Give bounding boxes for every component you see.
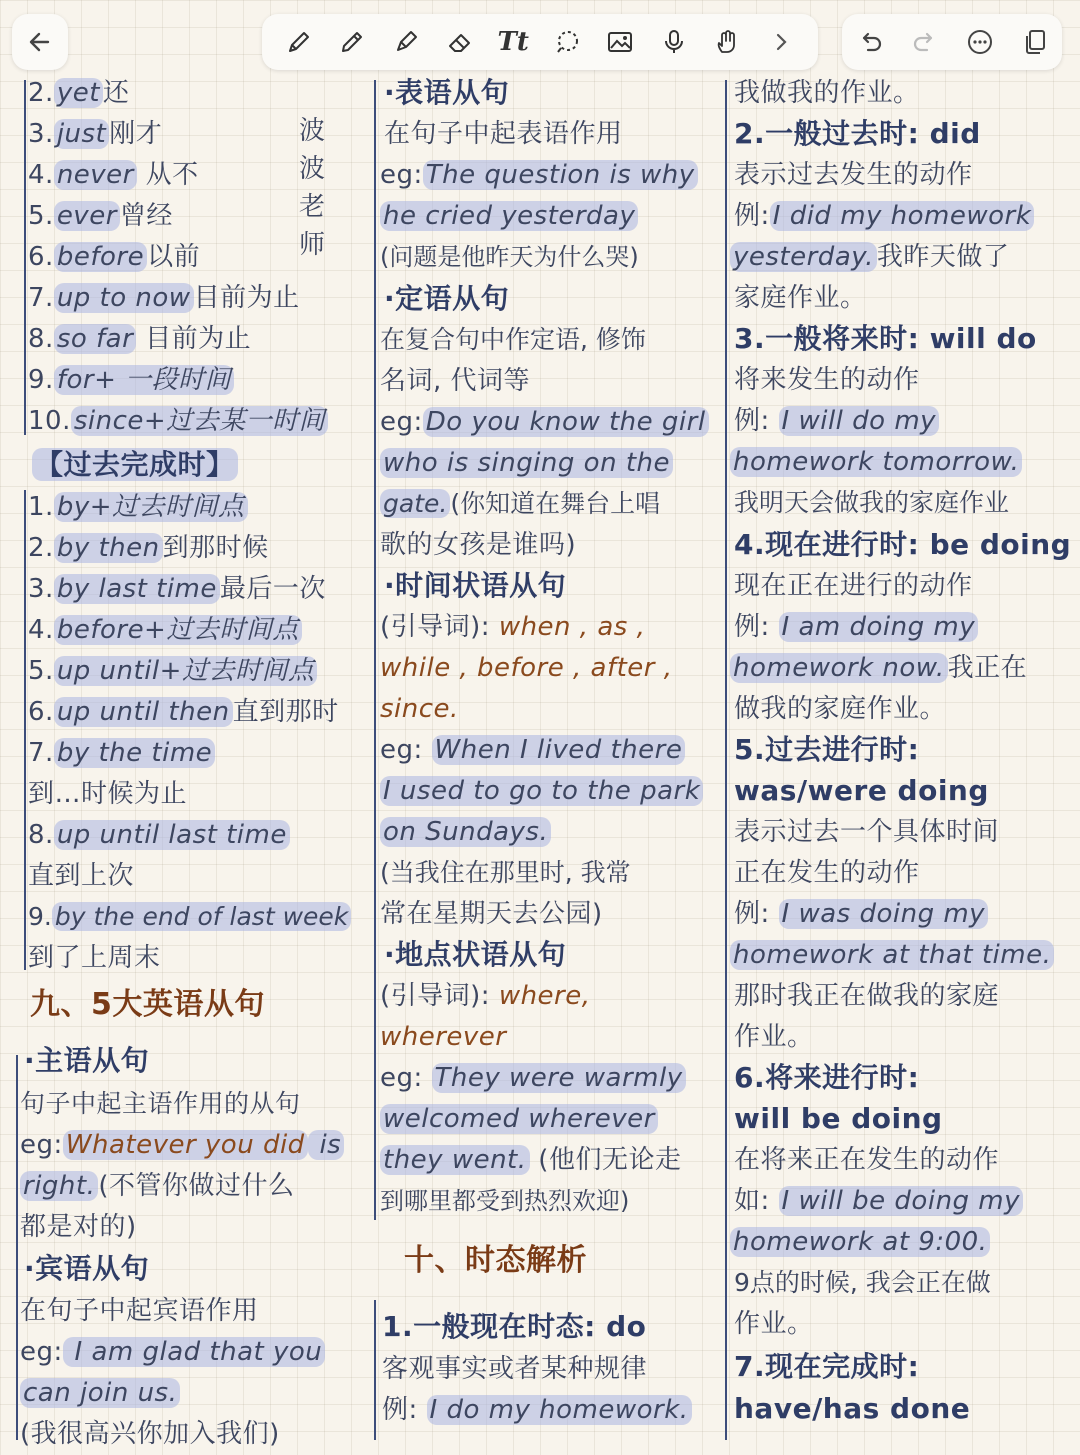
tense-example: 例: I was doing my xyxy=(734,895,988,935)
object-clause-desc: 在句子中起宾语作用 xyxy=(20,1296,259,1326)
tense-example: 例: I did my homework xyxy=(734,197,1034,237)
tense-example: 作业。 xyxy=(734,1022,814,1052)
tense-example: 例: I do my homework. xyxy=(382,1391,692,1431)
time-clause-example: I used to go to the park xyxy=(380,772,703,812)
attributive-clause-desc: 名词, 代词等 xyxy=(380,366,531,396)
arrow-left-icon xyxy=(26,28,54,56)
subject-clause-example: eg: Whatever you did is xyxy=(20,1126,344,1166)
column-divider xyxy=(374,1300,376,1440)
list-item: 2. yet 还 xyxy=(28,78,130,108)
section-title-9: 九、5大英语从句 xyxy=(30,987,265,1022)
object-clause-example: (我很高兴你加入我们) xyxy=(20,1419,280,1449)
predicative-clause-desc: 在句子中起表语作用 xyxy=(384,119,623,149)
attributive-clause-example: 歌的女孩是谁吗) xyxy=(380,530,577,560)
list-item: 8. up until last time xyxy=(28,816,290,856)
author-note-char: 波 xyxy=(298,154,325,184)
time-clause-example: (当我住在那里时, 我常 xyxy=(380,858,631,887)
lasso-icon[interactable] xyxy=(549,24,585,60)
list-item: 9. for+ 一段时间 xyxy=(28,361,234,401)
attributive-clause-heading: · 定语从句 xyxy=(384,280,509,320)
list-item: 3. just 刚才 xyxy=(28,119,163,149)
list-item: 9. by the end of last week xyxy=(28,898,351,938)
eraser-icon[interactable] xyxy=(442,24,478,60)
chevron-right-icon[interactable] xyxy=(763,24,799,60)
column-divider xyxy=(725,80,727,1440)
time-clause-example: on Sundays. xyxy=(380,813,551,853)
tense-heading: 3.一般将来时: will do xyxy=(734,322,1037,355)
place-clause-example: welcomed wherever xyxy=(380,1100,658,1140)
list-item: 6. before 以前 xyxy=(28,242,201,272)
section-title-10: 十、时态解析 xyxy=(404,1243,587,1278)
pen-icon[interactable] xyxy=(281,24,317,60)
time-clause-connectors: while , before , after , xyxy=(380,653,673,683)
section-heading: 【过去完成时】 xyxy=(32,446,238,486)
list-item: 直到上次 xyxy=(28,861,135,891)
author-note-char: 波 xyxy=(298,116,325,146)
place-clause-example: 到哪里都受到热烈欢迎) xyxy=(380,1187,630,1215)
highlighter-icon[interactable] xyxy=(388,24,424,60)
tense-desc: 将来发生的动作 xyxy=(734,365,920,395)
attributive-clause-example: eg: Do you know the girl xyxy=(380,403,709,443)
list-item: 2. by then 到那时候 xyxy=(28,533,269,563)
attributive-clause-desc: 在复合句中作定语, 修饰 xyxy=(380,325,646,354)
column-divider xyxy=(374,80,376,1220)
column-divider xyxy=(16,1055,18,1440)
predicative-clause-heading: · 表语从句 xyxy=(384,74,509,114)
back-button[interactable] xyxy=(12,14,68,70)
object-clause-example: can join us. xyxy=(20,1374,180,1414)
list-item: 6. up until then 直到那时 xyxy=(28,697,339,727)
list-item: 7. by the time xyxy=(28,734,215,774)
tense-heading: 4.现在进行时: be doing xyxy=(734,528,1072,561)
object-clause-heading: · 宾语从句 xyxy=(24,1250,149,1290)
list-item: 1. by+过去时间点 xyxy=(28,488,248,528)
tense-heading: 2.一般过去时: did xyxy=(734,117,981,150)
more-icon[interactable] xyxy=(962,24,998,60)
text-icon[interactable] xyxy=(495,24,531,60)
tense-example: 家庭作业。 xyxy=(734,283,867,313)
tense-example: homework at that time. xyxy=(730,936,1054,976)
redo-icon[interactable] xyxy=(907,24,943,60)
place-clause-connectors: (引导词): where, xyxy=(380,981,591,1011)
column-divider xyxy=(24,490,26,970)
time-clause-example: 常在星期天去公园) xyxy=(380,899,603,929)
tense-heading: 7.现在完成时: xyxy=(734,1350,920,1383)
author-note xyxy=(292,112,332,264)
list-item: 到…时候为止 xyxy=(28,779,188,809)
tense-example: yesterday. 我昨天做了 xyxy=(730,238,1009,278)
tense-desc: 客观事实或者某种规律 xyxy=(382,1354,648,1384)
place-clause-example: eg: They were warmly xyxy=(380,1059,686,1099)
tense-example: homework now. 我正在 xyxy=(730,649,1027,689)
time-clause-connectors: since. xyxy=(380,694,459,724)
tense-example: homework at 9:00. xyxy=(730,1223,990,1263)
tense-example: 如: I will be doing my xyxy=(734,1182,1023,1222)
tense-desc: 现在正在进行的动作 xyxy=(734,571,973,601)
list-item: 7. up to now 目前为止 xyxy=(28,283,300,313)
predicative-clause-example: eg: The question is why xyxy=(380,156,698,196)
tense-form: have/has done xyxy=(734,1392,971,1425)
list-item: 5. ever 曾经 xyxy=(28,201,173,231)
tense-example: 例: I am doing my xyxy=(734,608,978,648)
subject-clause-heading: · 主语从句 xyxy=(24,1042,149,1082)
subject-clause-desc: 句子中起主语作用的从句 xyxy=(20,1089,301,1118)
list-item: 4. before+过去时间点 xyxy=(28,611,302,651)
image-icon[interactable] xyxy=(602,24,638,60)
time-clause-example: eg: When I lived there xyxy=(380,731,685,771)
tense-desc: 正在发生的动作 xyxy=(734,858,920,888)
list-item: 到了上周末 xyxy=(28,943,161,973)
tense-example: 例: I will do my xyxy=(734,402,939,442)
tense-example: 我做我的作业。 xyxy=(734,78,920,108)
subject-clause-example: right. (不管你做过什么 xyxy=(20,1167,295,1207)
list-item: 10. since+过去某一时间 xyxy=(28,402,328,442)
pencil-icon[interactable] xyxy=(334,24,370,60)
tense-example: 那时我正在做我的家庭 xyxy=(734,981,1000,1011)
attributive-clause-example: who is singing on the xyxy=(380,444,673,484)
tense-example: 做我的家庭作业。 xyxy=(734,694,947,724)
list-item: 3. by last time 最后一次 xyxy=(28,574,326,604)
tense-example: 作业。 xyxy=(734,1309,814,1339)
microphone-icon[interactable] xyxy=(656,24,692,60)
tense-desc: 表示过去一个具体时间 xyxy=(734,817,1000,847)
author-note-char: 师 xyxy=(298,230,325,260)
tense-example: 9点的时候, 我会正在做 xyxy=(734,1268,991,1297)
history-toolbar xyxy=(842,14,1062,70)
author-note-char: 老 xyxy=(298,192,325,222)
place-clause-connectors: wherever xyxy=(380,1022,507,1052)
text-tool-label: Tt xyxy=(497,27,529,57)
undo-icon[interactable] xyxy=(852,24,888,60)
tense-heading: 5.过去进行时: xyxy=(734,733,920,766)
tense-heading: 6.将来进行时: xyxy=(734,1061,920,1094)
place-clause-example: they went. (他们无论走 xyxy=(380,1141,681,1181)
tool-palette xyxy=(262,14,818,70)
list-item: 4. never 从不 xyxy=(28,160,199,190)
time-clause-heading: · 时间状语从句 xyxy=(384,567,566,607)
subject-clause-example: 都是对的) xyxy=(20,1212,137,1242)
tense-form: was/were doing xyxy=(734,774,989,807)
list-item: 8. so far 目前为止 xyxy=(28,324,252,354)
list-item: 5. up until+过去时间点 xyxy=(28,652,317,692)
predicative-clause-example: (问题是他昨天为什么哭) xyxy=(380,243,639,271)
tense-desc: 在将来正在发生的动作 xyxy=(734,1145,1000,1175)
time-clause-connectors: (引导词): when , as , xyxy=(380,612,646,642)
column-divider xyxy=(24,80,26,435)
tense-desc: 表示过去发生的动作 xyxy=(734,160,973,190)
pages-icon[interactable] xyxy=(1017,24,1053,60)
tense-form: will be doing xyxy=(734,1102,943,1135)
object-clause-example: eg: I am glad that you xyxy=(20,1333,325,1373)
tense-example: 我明天会做我的家庭作业 xyxy=(734,488,1010,517)
attributive-clause-example: gate. (你知道在舞台上唱 xyxy=(380,485,660,525)
hand-icon[interactable] xyxy=(710,24,746,60)
predicative-clause-example: he cried yesterday xyxy=(380,197,638,237)
tense-example: homework tomorrow. xyxy=(730,443,1022,483)
tense-heading: 1.一般现在时态: do xyxy=(382,1310,647,1343)
place-clause-heading: · 地点状语从句 xyxy=(384,936,566,976)
